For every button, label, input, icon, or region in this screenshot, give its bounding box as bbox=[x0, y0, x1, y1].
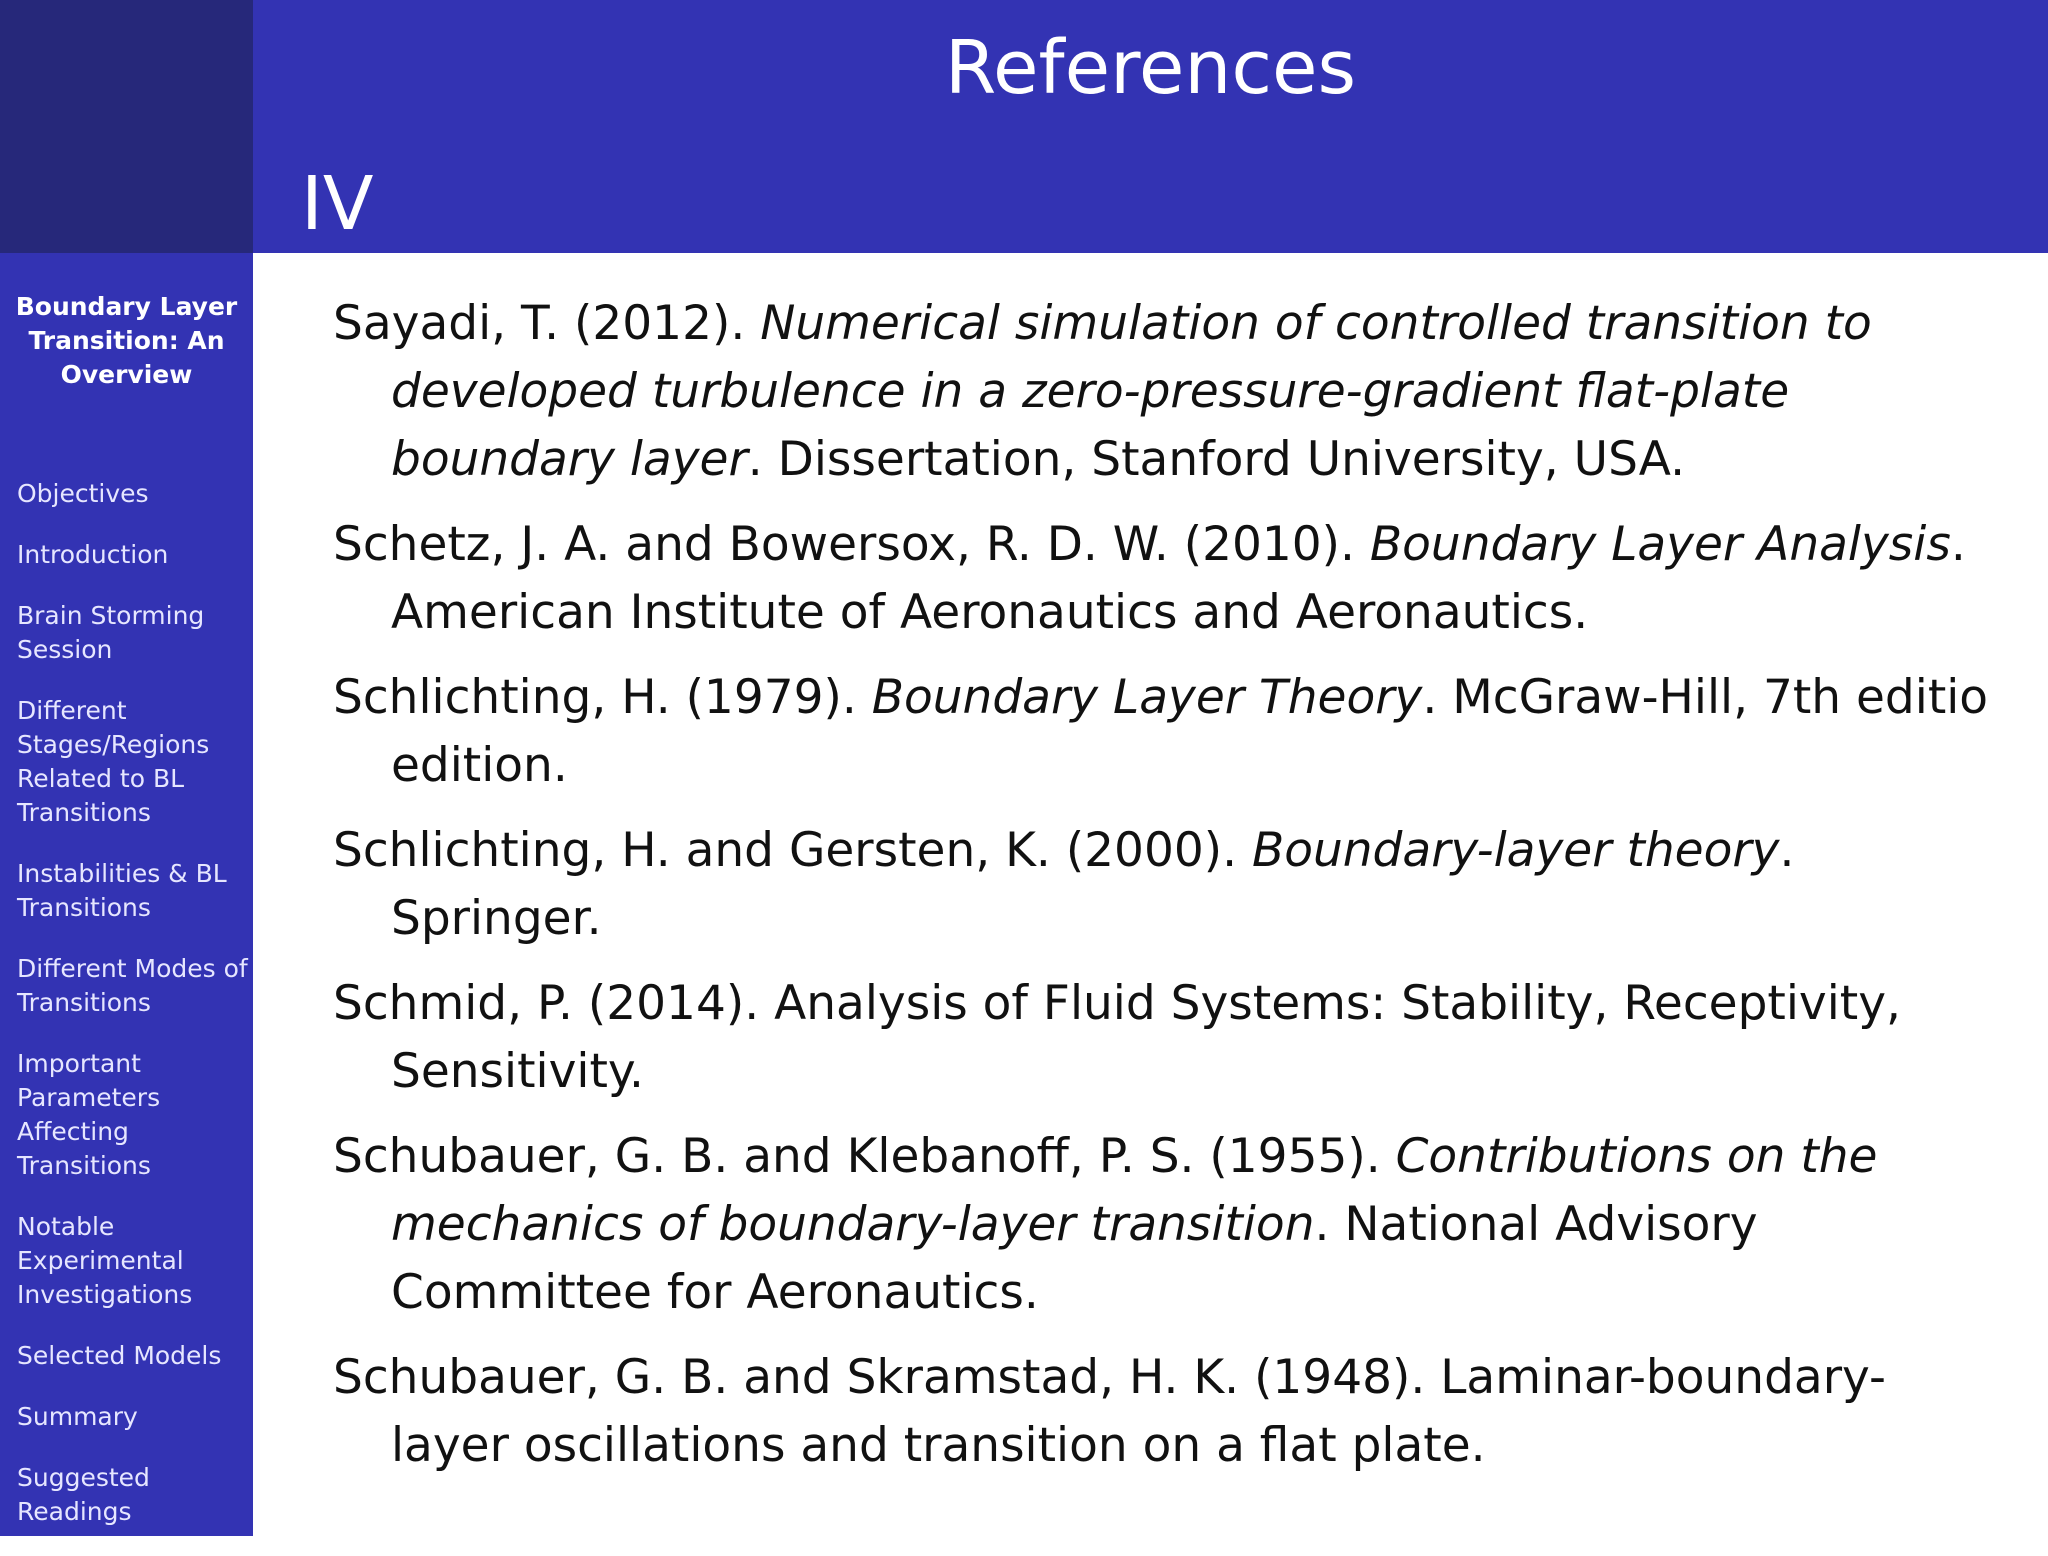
reference-work: Boundary Layer Theory bbox=[871, 670, 1423, 725]
sidebar-item-summary[interactable]: Summary bbox=[17, 1402, 138, 1431]
reference-authors: Schetz, J. A. and Bowersox, R. D. W. (2010). bbox=[333, 517, 1370, 572]
sidebar-nav bbox=[17, 477, 249, 1556]
reference-entry bbox=[333, 664, 1993, 800]
reference-authors: Schmid, P. (2014). bbox=[333, 976, 775, 1031]
reference-authors: Sayadi, T. (2012). bbox=[333, 296, 761, 351]
reference-work: Boundary Layer Analysis bbox=[1369, 517, 1951, 572]
reference-entry bbox=[333, 1123, 1993, 1327]
sidebar-item-suggested-readings[interactable]: Suggested Readings bbox=[17, 1463, 150, 1526]
frame-subtitle: IV bbox=[301, 161, 374, 247]
sidebar-item-objectives[interactable]: Objectives bbox=[17, 479, 149, 508]
sidebar-item-important-parameters[interactable]: Important Parameters Affecting Transitions bbox=[17, 1049, 161, 1180]
reference-list bbox=[333, 290, 1993, 1497]
reference-entry bbox=[333, 511, 1993, 647]
reference-entry bbox=[333, 1344, 1993, 1480]
sidebar-item-different-modes[interactable]: Different Modes of Transitions bbox=[17, 954, 248, 1017]
reference-publisher: . Dissertation, Stanford University, USA. bbox=[747, 432, 1686, 487]
reference-authors: Schubauer, G. B. and Skramstad, H. K. (1948). bbox=[333, 1350, 1441, 1405]
sidebar-item-instabilities[interactable]: Instabilities & BL Transitions bbox=[17, 859, 227, 922]
reference-authors: Schlichting, H. and Gersten, K. (2000). bbox=[333, 823, 1252, 878]
slide-header bbox=[253, 0, 2048, 253]
reference-publisher: . National Advisory Committee for Aeronautics. bbox=[391, 1197, 1758, 1320]
reference-publisher: . American Institute of Aeronautics and Aeronautics. bbox=[391, 517, 1966, 640]
reference-publisher: . McGraw-Hill, 7th editio edition. bbox=[391, 670, 1989, 793]
reference-work: Boundary-layer theory bbox=[1251, 823, 1780, 878]
reference-entry bbox=[333, 970, 1993, 1106]
reference-entry bbox=[333, 290, 1993, 494]
reference-publisher: Laminar-boundary-layer oscillations and transition on a flat plate. bbox=[391, 1350, 1886, 1473]
sidebar-item-different-stages[interactable]: Different Stages/Regions Related to BL Transitions bbox=[17, 696, 210, 827]
reference-work: Contributions on the mechanics of boundary-layer transition bbox=[391, 1129, 1878, 1252]
reference-publisher: . Springer. bbox=[391, 823, 1795, 946]
reference-authors: Schubauer, G. B. and Klebanoff, P. S. (1955). bbox=[333, 1129, 1396, 1184]
frame-title: References bbox=[944, 25, 1357, 111]
reference-entry bbox=[333, 817, 1993, 953]
reference-work: Numerical simulation of controlled transition to developed turbulence in a zero-pressure-gradient flat-plate boundary layer bbox=[391, 296, 1872, 487]
reference-publisher: Analysis of Fluid Systems: Stability, Receptivity, Sensitivity. bbox=[391, 976, 1901, 1099]
sidebar-top-block bbox=[0, 0, 253, 253]
sidebar-item-introduction[interactable]: Introduction bbox=[17, 540, 169, 569]
reference-authors: Schlichting, H. (1979). bbox=[333, 670, 872, 725]
sidebar-item-brain-storming-session[interactable]: Brain Storming Session bbox=[17, 601, 205, 664]
sidebar-item-notable-experimental[interactable]: Notable Experimental Investigations bbox=[17, 1212, 193, 1309]
sidebar-item-selected-models[interactable]: Selected Models bbox=[17, 1341, 222, 1370]
deck-title[interactable]: Boundary Layer Transition: An Overview bbox=[15, 292, 238, 389]
